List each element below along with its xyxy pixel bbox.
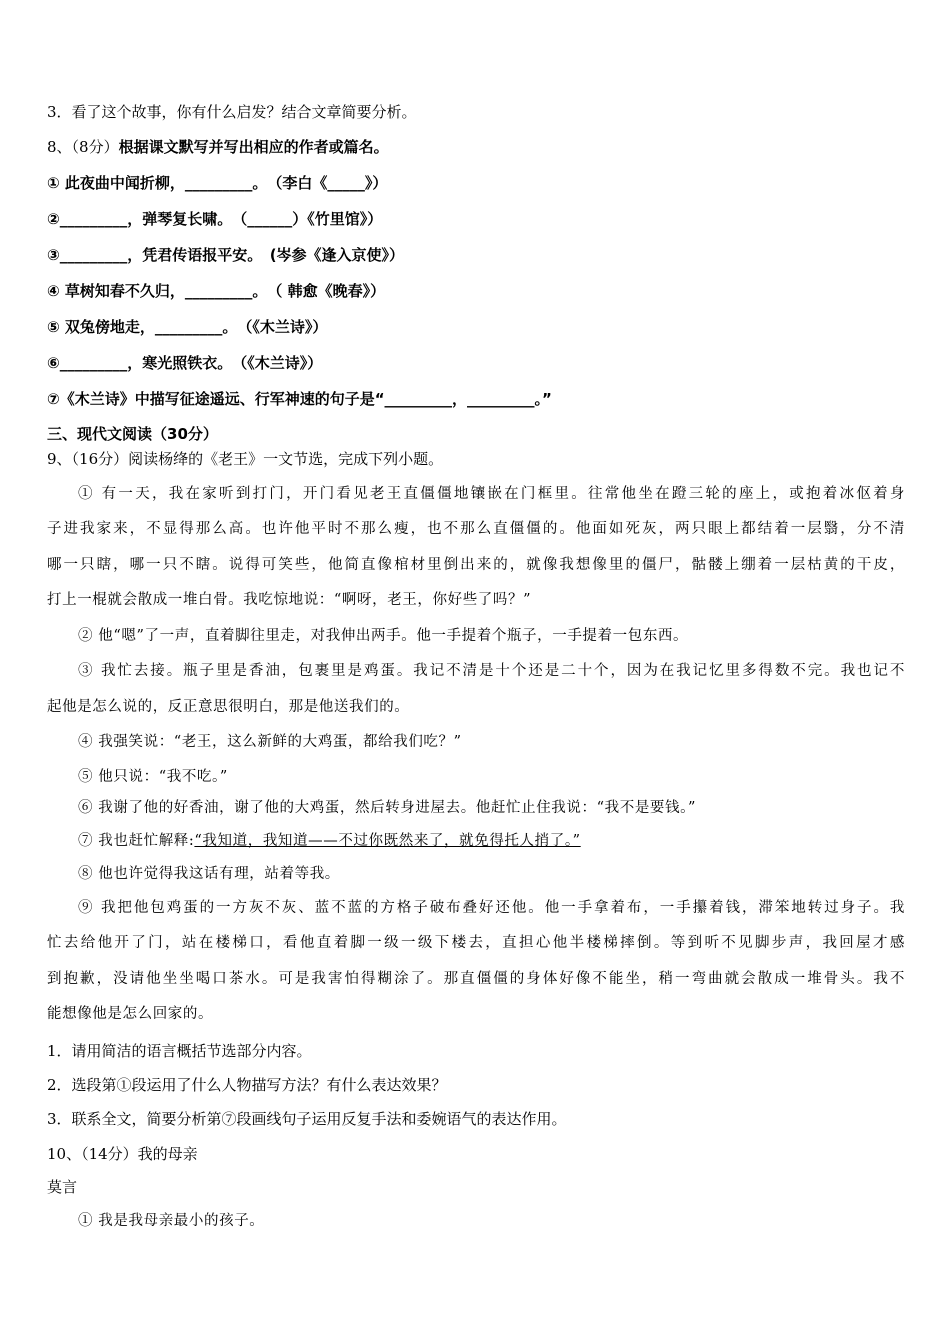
q8-item-3: ③_________，凭君传语报平安。 (岑参《逢入京使》）: [47, 246, 405, 264]
q8-item-4: ④ 草树知春不久归，_________。 （ 韩愈《晚春》）: [47, 282, 386, 300]
question-3-previous: 3．看了这个故事，你有什么启发？结合文章简要分析。: [47, 103, 417, 121]
q9-p8: ⑧ 他也许觉得我这话有理，站着等我。: [78, 866, 340, 882]
q9-p7-prefix: ⑦ 我也赶忙解释:: [78, 833, 195, 849]
q8-item-2: ②_________，弹琴复长啸。 （______）《竹里馆》）: [47, 210, 383, 228]
q9-p3-line-1: ③ 我忙去接。瓶子里是香油，包裹里是鸡蛋。我记不清是十个还是二十个，因为在我记忆里多得数不完。我也记不: [78, 663, 905, 679]
q9-p9-line-4: 能想像他是怎么回家的。: [47, 1006, 214, 1022]
q9-p4: ④ 我强笑说：“老王，这么新鲜的大鸡蛋，都给我们吃？”: [78, 734, 462, 750]
q9-p1-line-3: 哪一只瞎，哪一只不瞎。说得可笑些，他简直像棺材里倒出来的，就像我想像里的僵尸，骷髅上绷着一层枯黄的干皮，: [47, 557, 905, 573]
q9-p1-line-2: 子进我家来，不显得那么高。也许他平时不那么瘦，也不那么直僵僵的。他面如死灰，两只眼上都结着一层翳，分不清: [47, 521, 905, 537]
q9-p9-line-1: ⑨ 我把他包鸡蛋的一方灰不灰、蓝不蓝的方格子破布叠好还他。他一手拿着布，一手攥着钱，滞笨地转过身子。我: [78, 900, 905, 916]
question-8-title: 根据课文默写并写出相应的作者或篇名。: [118, 138, 389, 156]
q9-question-3: 3．联系全文，简要分析第⑦段画线句子运用反复手法和委婉语气的表达作用。: [47, 1110, 567, 1128]
question-8-prefix: 8、（8分）: [47, 138, 119, 156]
q8-item-5: ⑤ 双兔傍地走，_________。 （《木兰诗》）: [47, 318, 328, 336]
section-3-heading: 三、现代文阅读（30分）: [47, 425, 218, 443]
q8-item-6: ⑥_________，寒光照铁衣。 （《木兰诗》）: [47, 354, 323, 372]
question-8-heading: [47, 137, 389, 157]
question-10-intro: 10、（14分）我的母亲: [47, 1145, 198, 1163]
q9-p1-line-4: 打上一棍就会散成一堆白骨。我吃惊地说：“啊呀，老王，你好些了吗？”: [47, 592, 532, 608]
q9-p5: ⑤ 他只说：“我不吃。”: [78, 769, 228, 785]
q9-p1-line-1: ① 有一天，我在家听到打门，开门看见老王直僵僵地镶嵌在门框里。往常他坐在蹬三轮的座上，或抱着冰伛着身: [78, 486, 905, 502]
q10-author: 莫言: [47, 1178, 78, 1196]
q9-p7-underlined-sentence: “我知道，我知道——不过你既然来了，就免得托人捎了。”: [194, 833, 581, 849]
question-9-intro: 9、（16分）阅读杨绛的《老王》一文节选，完成下列小题。: [47, 450, 444, 468]
q9-question-1: 1．请用简洁的语言概括节选部分内容。: [47, 1042, 312, 1060]
q9-p9-line-2: 忙去给他开了门，站在楼梯口，看他直着脚一级一级下楼去，直担心他半楼梯摔倒。等到听不见脚步声，我回屋才感: [47, 935, 905, 951]
q8-item-1: ① 此夜曲中闻折柳，_________。 （李白《_____》）: [47, 174, 388, 192]
q9-p6: ⑥ 我谢了他的好香油，谢了他的大鸡蛋，然后转身进屋去。他赶忙止住我说：“我不是要钱。”: [78, 800, 696, 816]
q9-p9-line-3: 到抱歉，没请他坐坐喝口茶水。可是我害怕得糊涂了。那直僵僵的身体好像不能坐，稍一弯曲就会散成一堆骨头。我不: [47, 971, 905, 987]
q9-p7: [78, 831, 581, 851]
q10-p1: ① 我是我母亲最小的孩子。: [78, 1213, 265, 1229]
q9-question-2: 2．选段第①段运用了什么人物描写方法？有什么表达效果？: [47, 1076, 447, 1094]
q8-item-7: ⑦《木兰诗》中描写征途遥远、行军神速的句子是“_________，_________。”: [47, 390, 552, 408]
q9-p2: ② 他“嗯”了一声，直着脚往里走，对我伸出两手。他一手提着个瓶子，一手提着一包东西。: [78, 628, 689, 644]
q9-p3-line-2: 起他是怎么说的，反正意思很明白，那是他送我们的。: [47, 699, 410, 715]
